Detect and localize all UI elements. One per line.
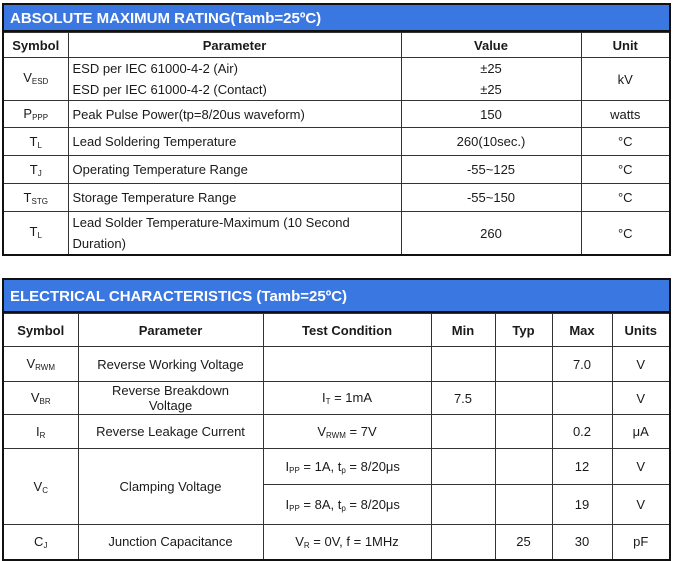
symbol-cell: $T_L$ [4,212,68,255]
unit-cell: watts [581,101,669,128]
max-cell [552,382,612,415]
symbol-cell: $I_R$ [4,415,78,449]
max-cell: 30 [552,525,612,559]
symbol-cell: $V_{RWM}$ [4,347,78,382]
parameter-cell: ESD per IEC 61000-4-2 (Air) ESD per IEC 61000-4-2 (Contact) [68,58,401,101]
typ-cell [495,415,552,449]
absolute-maximum-rating-table [2,3,671,256]
unit-cell: μA [612,415,669,449]
symbol-cell: $V_{BR}$ [4,382,78,415]
min-cell [431,449,495,485]
parameter-cell: Reverse Breakdown Voltage [78,382,263,415]
col-symbol: Symbol [4,33,68,58]
table-row [4,128,669,156]
table-row [4,525,669,559]
min-cell [431,485,495,525]
unit-cell: °C [581,184,669,212]
parameter-cell: Reverse Working Voltage [78,347,263,382]
table-row [4,156,669,184]
parameter-cell: Storage Temperature Range [68,184,401,212]
table-row [4,101,669,128]
min-cell [431,415,495,449]
symbol-cell: $V_C$ [4,449,78,525]
value-cell: -55~150 [401,184,581,212]
unit-cell: V [612,449,669,485]
condition-cell: $V_R = 0V$, f = 1MHz [263,525,431,559]
electrical-characteristics-table [2,278,671,561]
symbol-cell: $V_{ESD}$ [4,58,68,101]
parameter-cell: Lead Soldering Temperature [68,128,401,156]
table-row [4,347,669,382]
parameter-cell: Peak Pulse Power(tp=8/20us waveform) [68,101,401,128]
value-cell: 150 [401,101,581,128]
symbol-cell: $C_J$ [4,525,78,559]
parameter-cell: Operating Temperature Range [68,156,401,184]
electrical-characteristics-title: ELECTRICAL CHARACTERISTICS (Tamb=25ºC) [4,280,669,313]
table-row [4,212,669,255]
col-unit: Unit [581,33,669,58]
max-cell: 0.2 [552,415,612,449]
typ-cell: 25 [495,525,552,559]
condition-cell: $I_{PP} = 1A$, $t_p = 8/20\mu s$ [263,449,431,485]
col-units: Units [612,314,669,347]
absolute-maximum-rating-title: ABSOLUTE MAXIMUM RATING(Tamb=25ºC) [4,5,669,32]
value-cell: 260 [401,212,581,255]
symbol-cell: $T_J$ [4,156,68,184]
col-min: Min [431,314,495,347]
table-row [4,184,669,212]
col-parameter: Parameter [78,314,263,347]
unit-cell: °C [581,156,669,184]
col-symbol: Symbol [4,314,78,347]
unit-cell: V [612,347,669,382]
min-cell: 7.5 [431,382,495,415]
condition-cell [263,347,431,382]
symbol-cell: $P_{PPP}$ [4,101,68,128]
parameter-cell: Reverse Leakage Current [78,415,263,449]
condition-cell: $V_{RWM} = 7V$ [263,415,431,449]
value-cell: -55~125 [401,156,581,184]
symbol-cell: $T_L$ [4,128,68,156]
max-cell: 7.0 [552,347,612,382]
unit-cell: °C [581,128,669,156]
table-row [4,382,669,415]
typ-cell [495,485,552,525]
value-cell: ±25 ±25 [401,58,581,101]
min-cell [431,347,495,382]
max-cell: 19 [552,485,612,525]
col-max: Max [552,314,612,347]
condition-cell: $I_{PP} = 8A$, $t_p = 8/20\mu s$ [263,485,431,525]
parameter-cell: Clamping Voltage [78,449,263,525]
unit-cell: pF [612,525,669,559]
unit-cell: V [612,485,669,525]
col-test-condition: Test Condition [263,314,431,347]
unit-cell: V [612,382,669,415]
col-parameter: Parameter [68,33,401,58]
parameter-cell: Lead Solder Temperature-Maximum (10 Second Duration) [68,212,401,255]
table-row [4,449,669,485]
parameter-cell: Junction Capacitance [78,525,263,559]
col-value: Value [401,33,581,58]
col-typ: Typ [495,314,552,347]
table-row [4,58,669,101]
typ-cell [495,382,552,415]
condition-cell: $I_T = 1mA$ [263,382,431,415]
typ-cell [495,449,552,485]
value-cell: 260(10sec.) [401,128,581,156]
unit-cell: kV [581,58,669,101]
table-row [4,415,669,449]
max-cell: 12 [552,449,612,485]
unit-cell: °C [581,212,669,255]
symbol-cell: $T_{STG}$ [4,184,68,212]
typ-cell [495,347,552,382]
min-cell [431,525,495,559]
